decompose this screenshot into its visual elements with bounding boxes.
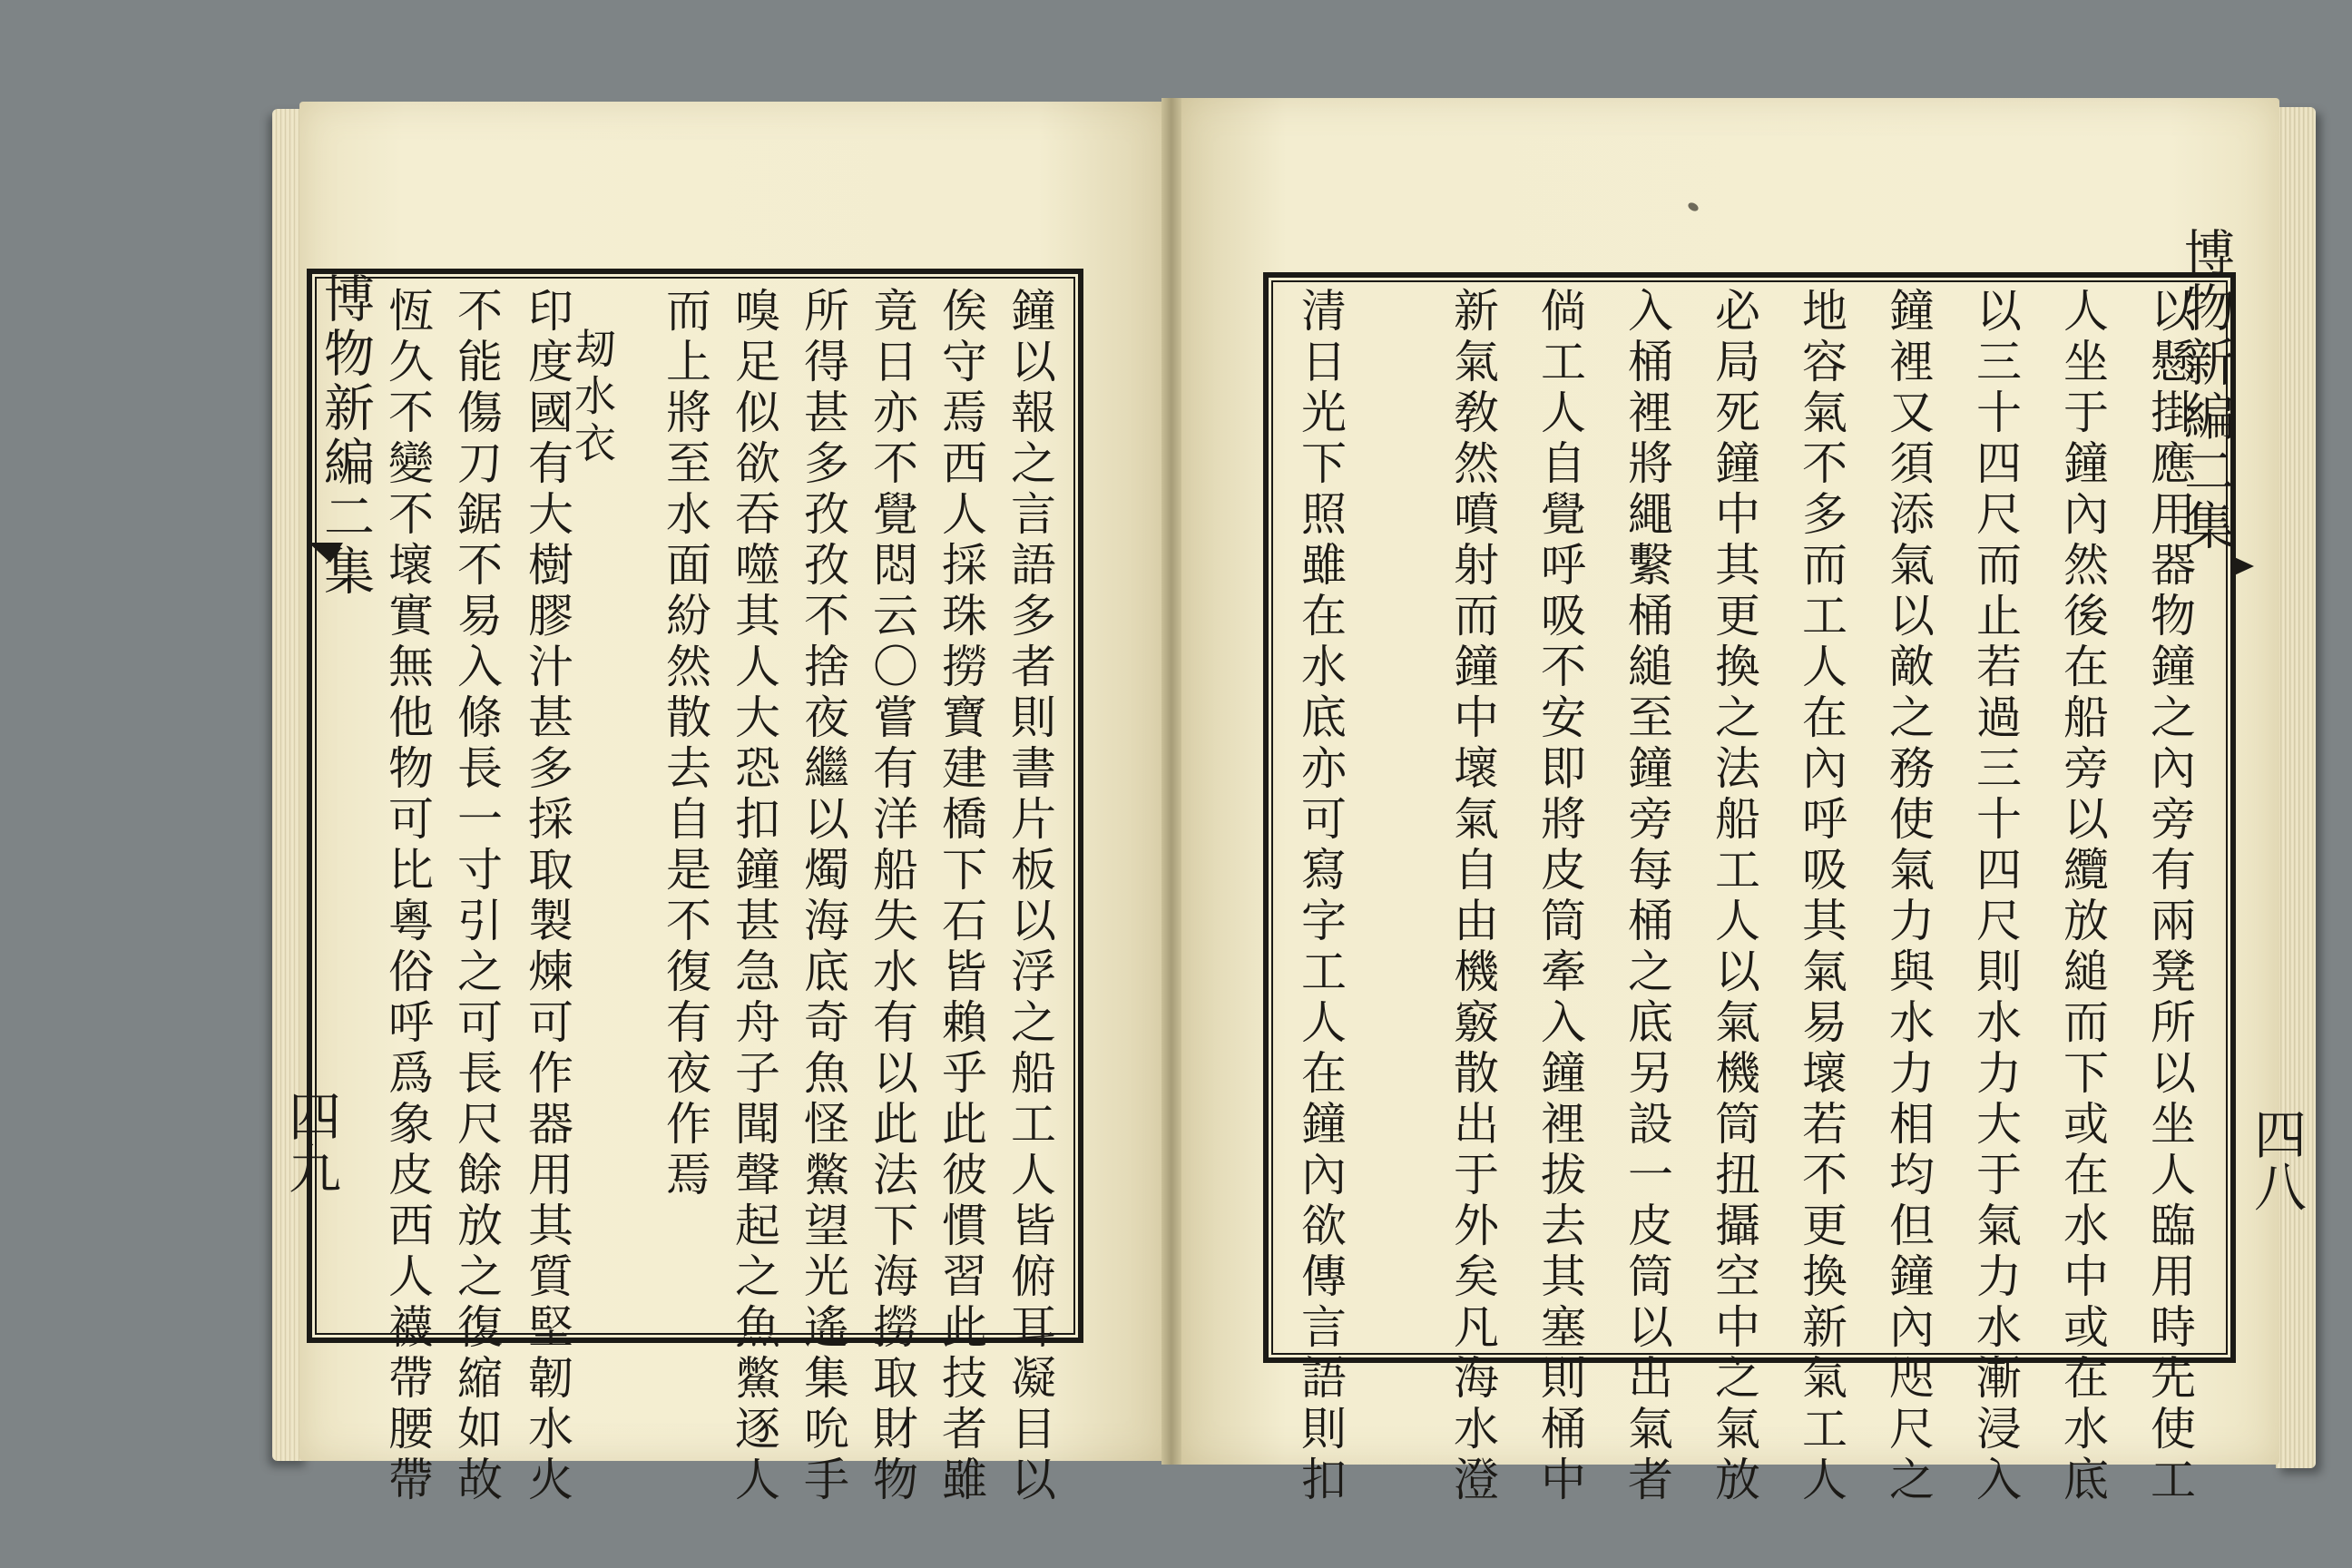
left-column-4: 所得甚多孜孜不捨夜繼以燭海底奇魚怪鱉望光遙集吮手	[797, 287, 849, 1506]
book-gutter	[1161, 98, 1181, 1465]
right-column-10: 清日光下照雖在水底亦可寫字工人在鐘內欲傳言語則扣	[1294, 287, 1347, 1506]
left-spine-title: 博物新編二集	[316, 272, 375, 599]
left-section-heading: 刼水衣	[568, 327, 617, 468]
right-column-7: 入桶裡將繩繫桶縋至鐘旁每桶之底另設一皮筒以出氣者	[1621, 287, 1673, 1506]
right-column-6: 必局死鐘中其更換之法船工人以氣機筒扭攝空中之氣放	[1708, 287, 1760, 1506]
right-folio: 四八	[2245, 1107, 2307, 1212]
right-column-4: 鐘裡又須添氣以敵之務使氣力與水力相均但鐘內咫尺之	[1882, 287, 1935, 1506]
right-fishtail-mark	[2230, 555, 2254, 577]
left-fishtail-mark	[309, 543, 343, 563]
left-folio: 四九	[279, 1089, 341, 1194]
right-column-2: 人坐于鐘內然後在船旁以纜放縋而下或在水中或在水底	[2056, 287, 2109, 1506]
right-spine-title: 博物新編二集	[2176, 227, 2235, 554]
left-column-1: 鐘以報之言語多者則書片板以浮之船工人皆俯耳凝目以	[1004, 287, 1056, 1506]
left-column-6: 而上將至水面紛然散去自是不復有夜作焉	[659, 287, 711, 1201]
right-column-3: 以三十四尺而止若過三十四尺則水力大于氣力水漸浸入	[1969, 287, 2022, 1506]
left-column-10: 恆久不變不壞實無他物可比粵俗呼爲象皮西人襪帶腰帶	[381, 287, 434, 1506]
right-column-8: 倘工人自覺呼吸不安即將皮筒牽入鐘裡拔去其塞則桶中	[1534, 287, 1586, 1506]
left-column-5: 嗅足似欲吞噬其人大恐扣鐘甚急舟子聞聲起之魚鱉逐人	[728, 287, 780, 1506]
left-column-8: 印度國有大樹膠汁甚多採取製煉可作器用其質堅韌水火	[521, 287, 573, 1506]
right-column-1: 以懸掛應用器物鐘之內旁有兩凳所以坐人臨用時先使工	[2143, 287, 2196, 1506]
right-page-stack	[2276, 107, 2316, 1468]
left-column-3: 竟日亦不覺悶云〇嘗有洋船失水有以此法下海撈取財物	[866, 287, 918, 1506]
right-column-5: 地容氣不多而工人在內呼吸其氣易壞若不更換新氣工人	[1795, 287, 1847, 1506]
left-column-9: 不能傷刀鋸不易入條長一寸引之可長尺餘放之復縮如故	[450, 287, 503, 1506]
right-column-9: 新氣敎然噴射而鐘中壞氣自由機竅散出于外矣凡海水澄	[1446, 287, 1499, 1506]
left-column-2: 俟守焉西人採珠撈寶建橋下石皆賴乎此彼慣習此技者雖	[935, 287, 987, 1506]
